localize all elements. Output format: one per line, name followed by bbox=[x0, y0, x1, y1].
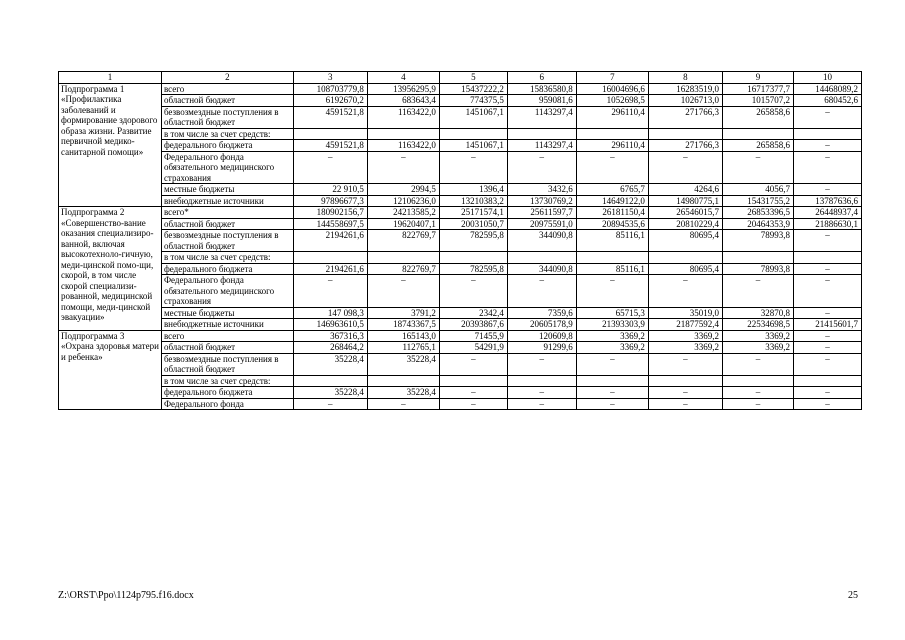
value-cell bbox=[507, 375, 576, 387]
value-cell: 146963610,5 bbox=[293, 319, 367, 331]
row-label-cell: местные бюджеты bbox=[161, 307, 293, 319]
value-cell: 20810229,4 bbox=[648, 218, 722, 230]
value-cell: 4591521,8 bbox=[293, 140, 367, 152]
value-cell: 1451067,1 bbox=[439, 106, 507, 128]
value-cell: 26181150,4 bbox=[576, 207, 648, 219]
value-cell: 18743367,5 bbox=[367, 319, 439, 331]
value-cell: – bbox=[722, 387, 793, 399]
value-cell bbox=[367, 375, 439, 387]
value-cell: 22 910,5 bbox=[293, 184, 367, 196]
value-cell: 21415601,7 bbox=[793, 319, 861, 331]
row-label-cell: Федерального фонда bbox=[161, 398, 293, 410]
value-cell: 71455,9 bbox=[439, 330, 507, 342]
value-cell: 91299,6 bbox=[507, 342, 576, 354]
value-cell: – bbox=[367, 398, 439, 410]
header-cell: 4 bbox=[367, 72, 439, 84]
table-row bbox=[59, 353, 862, 375]
value-cell: 265858,6 bbox=[722, 106, 793, 128]
table-row bbox=[59, 375, 862, 387]
table-row bbox=[59, 151, 862, 184]
value-cell: 35019,0 bbox=[648, 307, 722, 319]
value-cell: – bbox=[648, 353, 722, 375]
header-row bbox=[59, 72, 862, 84]
value-cell: 1052698,5 bbox=[576, 95, 648, 107]
row-label-cell: федерального бюджета bbox=[161, 140, 293, 152]
value-cell: – bbox=[367, 275, 439, 308]
row-label-cell: всего bbox=[161, 83, 293, 95]
value-cell bbox=[722, 375, 793, 387]
value-cell: – bbox=[793, 140, 861, 152]
value-cell: 6192670,2 bbox=[293, 95, 367, 107]
value-cell: 20031050,7 bbox=[439, 218, 507, 230]
row-label-cell: Федерального фонда обязательного медицинского страхования bbox=[161, 151, 293, 184]
value-cell: 20605178,9 bbox=[507, 319, 576, 331]
value-cell bbox=[439, 252, 507, 264]
value-cell: 78993,8 bbox=[722, 263, 793, 275]
value-cell: – bbox=[648, 275, 722, 308]
value-cell bbox=[576, 252, 648, 264]
table-row bbox=[59, 398, 862, 410]
value-cell bbox=[576, 128, 648, 140]
value-cell: 21877592,4 bbox=[648, 319, 722, 331]
value-cell: 85116,1 bbox=[576, 230, 648, 252]
value-cell: 4056,7 bbox=[722, 184, 793, 196]
value-cell: – bbox=[793, 342, 861, 354]
value-cell: 22534698,5 bbox=[722, 319, 793, 331]
header-cell: 3 bbox=[293, 72, 367, 84]
header-cell: 8 bbox=[648, 72, 722, 84]
value-cell: 3369,2 bbox=[576, 342, 648, 354]
value-cell: 782595,8 bbox=[439, 263, 507, 275]
value-cell: 2342,4 bbox=[439, 307, 507, 319]
value-cell: – bbox=[722, 151, 793, 184]
value-cell: 78993,8 bbox=[722, 230, 793, 252]
value-cell: 16283519,0 bbox=[648, 83, 722, 95]
value-cell: – bbox=[439, 387, 507, 399]
value-cell bbox=[367, 252, 439, 264]
row-label-cell: безвозмездные поступления в областной бюджет bbox=[161, 106, 293, 128]
value-cell: 680452,6 bbox=[793, 95, 861, 107]
value-cell: 296110,4 bbox=[576, 106, 648, 128]
value-cell: 13956295,9 bbox=[367, 83, 439, 95]
row-label-cell: внебюджетные источники bbox=[161, 319, 293, 331]
value-cell: – bbox=[507, 353, 576, 375]
value-cell: – bbox=[648, 151, 722, 184]
program-name-cell: Подпрограмма 3 «Охрана здоровья матери и ребенка» bbox=[59, 330, 162, 410]
value-cell: – bbox=[576, 387, 648, 399]
value-cell: 344090,8 bbox=[507, 230, 576, 252]
table-row bbox=[59, 83, 862, 95]
value-cell: – bbox=[793, 353, 861, 375]
value-cell: 13730769,2 bbox=[507, 195, 576, 207]
value-cell: 14649122,0 bbox=[576, 195, 648, 207]
value-cell: – bbox=[793, 263, 861, 275]
header-cell: 1 bbox=[59, 72, 162, 84]
table-row bbox=[59, 207, 862, 219]
value-cell: 16004696,6 bbox=[576, 83, 648, 95]
value-cell: – bbox=[293, 275, 367, 308]
table-row bbox=[59, 218, 862, 230]
row-label-cell: Федерального фонда обязательного медицинского страхования bbox=[161, 275, 293, 308]
row-label-cell: областной бюджет bbox=[161, 95, 293, 107]
row-label-cell: в том числе за счет средств: bbox=[161, 128, 293, 140]
value-cell: 782595,8 bbox=[439, 230, 507, 252]
row-label-cell: федерального бюджета bbox=[161, 263, 293, 275]
header-cell: 10 bbox=[793, 72, 861, 84]
value-cell: 15437222,2 bbox=[439, 83, 507, 95]
value-cell: – bbox=[648, 387, 722, 399]
value-cell bbox=[507, 252, 576, 264]
value-cell: 2194261,6 bbox=[293, 230, 367, 252]
value-cell: 144558697,5 bbox=[293, 218, 367, 230]
table-row bbox=[59, 342, 862, 354]
value-cell: 80695,4 bbox=[648, 230, 722, 252]
value-cell: 26448937,4 bbox=[793, 207, 861, 219]
value-cell: 3791,2 bbox=[367, 307, 439, 319]
value-cell bbox=[722, 128, 793, 140]
value-cell: – bbox=[793, 387, 861, 399]
value-cell bbox=[722, 252, 793, 264]
row-label-cell: областной бюджет bbox=[161, 218, 293, 230]
value-cell: – bbox=[793, 330, 861, 342]
value-cell: – bbox=[439, 151, 507, 184]
value-cell: – bbox=[793, 184, 861, 196]
value-cell bbox=[576, 375, 648, 387]
value-cell: 85116,1 bbox=[576, 263, 648, 275]
footer-page-number: 25 bbox=[848, 590, 858, 601]
value-cell: 2194261,6 bbox=[293, 263, 367, 275]
value-cell: – bbox=[507, 275, 576, 308]
value-cell: 7359,6 bbox=[507, 307, 576, 319]
header-cell: 5 bbox=[439, 72, 507, 84]
value-cell bbox=[439, 375, 507, 387]
value-cell: 265858,6 bbox=[722, 140, 793, 152]
value-cell: – bbox=[722, 398, 793, 410]
header-cell: 2 bbox=[161, 72, 293, 84]
value-cell: 3432,6 bbox=[507, 184, 576, 196]
program-name-cell: Подпрограмма 1 «Профилактика заболеваний и формирование здорового образа жизни. Развитие первичной медико-санитарной помощи» bbox=[59, 83, 162, 207]
value-cell: – bbox=[576, 398, 648, 410]
value-cell: 32870,8 bbox=[722, 307, 793, 319]
value-cell: 25171574,1 bbox=[439, 207, 507, 219]
value-cell bbox=[793, 375, 861, 387]
value-cell: 65715,3 bbox=[576, 307, 648, 319]
value-cell: 16717377,7 bbox=[722, 83, 793, 95]
value-cell: 180902156,7 bbox=[293, 207, 367, 219]
table-row bbox=[59, 230, 862, 252]
value-cell: 822769,7 bbox=[367, 263, 439, 275]
value-cell: 296110,4 bbox=[576, 140, 648, 152]
header-cell: 6 bbox=[507, 72, 576, 84]
table-row bbox=[59, 184, 862, 196]
value-cell: 367316,3 bbox=[293, 330, 367, 342]
value-cell bbox=[793, 128, 861, 140]
table-row bbox=[59, 387, 862, 399]
value-cell: 21886630,1 bbox=[793, 218, 861, 230]
row-label-cell: в том числе за счет средств: bbox=[161, 375, 293, 387]
value-cell bbox=[648, 252, 722, 264]
value-cell: 54291,9 bbox=[439, 342, 507, 354]
value-cell: – bbox=[439, 353, 507, 375]
value-cell: – bbox=[439, 275, 507, 308]
value-cell: 774375,5 bbox=[439, 95, 507, 107]
table-row bbox=[59, 140, 862, 152]
value-cell bbox=[648, 128, 722, 140]
value-cell: 1143297,4 bbox=[507, 140, 576, 152]
value-cell: 2994,5 bbox=[367, 184, 439, 196]
value-cell: 35228,4 bbox=[293, 387, 367, 399]
value-cell: 14980775,1 bbox=[648, 195, 722, 207]
row-label-cell: всего* bbox=[161, 207, 293, 219]
value-cell: 271766,3 bbox=[648, 106, 722, 128]
value-cell: – bbox=[722, 275, 793, 308]
value-cell: 80695,4 bbox=[648, 263, 722, 275]
row-label-cell: безвозмездные поступления в областной бюджет bbox=[161, 230, 293, 252]
value-cell bbox=[507, 128, 576, 140]
value-cell: – bbox=[793, 106, 861, 128]
value-cell: 13210383,2 bbox=[439, 195, 507, 207]
value-cell bbox=[793, 252, 861, 264]
value-cell: – bbox=[793, 151, 861, 184]
value-cell: – bbox=[576, 275, 648, 308]
row-label-cell: областной бюджет bbox=[161, 342, 293, 354]
table-row bbox=[59, 319, 862, 331]
value-cell: 14468089,2 bbox=[793, 83, 861, 95]
value-cell: 822769,7 bbox=[367, 230, 439, 252]
value-cell: 12106236,0 bbox=[367, 195, 439, 207]
value-cell: 35228,4 bbox=[293, 353, 367, 375]
value-cell: 26853396,5 bbox=[722, 207, 793, 219]
value-cell: 120609,8 bbox=[507, 330, 576, 342]
value-cell: 24213585,2 bbox=[367, 207, 439, 219]
value-cell: 3369,2 bbox=[576, 330, 648, 342]
value-cell: 1451067,1 bbox=[439, 140, 507, 152]
budget-table bbox=[58, 71, 862, 410]
value-cell: 1026713,0 bbox=[648, 95, 722, 107]
value-cell: 1163422,0 bbox=[367, 140, 439, 152]
value-cell bbox=[293, 128, 367, 140]
table-row bbox=[59, 106, 862, 128]
value-cell: 20975591,0 bbox=[507, 218, 576, 230]
table-row bbox=[59, 95, 862, 107]
value-cell: – bbox=[793, 307, 861, 319]
value-cell: 147 098,3 bbox=[293, 307, 367, 319]
value-cell bbox=[439, 128, 507, 140]
value-cell: – bbox=[367, 151, 439, 184]
value-cell: – bbox=[507, 151, 576, 184]
value-cell: 1143297,4 bbox=[507, 106, 576, 128]
value-cell: – bbox=[507, 387, 576, 399]
value-cell: 97896677,3 bbox=[293, 195, 367, 207]
row-label-cell: местные бюджеты bbox=[161, 184, 293, 196]
value-cell: 20464353,9 bbox=[722, 218, 793, 230]
value-cell: 20894535,6 bbox=[576, 218, 648, 230]
value-cell bbox=[367, 128, 439, 140]
value-cell: 165143,0 bbox=[367, 330, 439, 342]
header-cell: 7 bbox=[576, 72, 648, 84]
value-cell bbox=[293, 375, 367, 387]
value-cell: 1015707,2 bbox=[722, 95, 793, 107]
value-cell: 683643,4 bbox=[367, 95, 439, 107]
value-cell: 1163422,0 bbox=[367, 106, 439, 128]
row-label-cell: всего bbox=[161, 330, 293, 342]
value-cell: 3369,2 bbox=[722, 342, 793, 354]
value-cell: 20393867,6 bbox=[439, 319, 507, 331]
value-cell: 108703779,8 bbox=[293, 83, 367, 95]
row-label-cell: в том числе за счет средств: bbox=[161, 252, 293, 264]
value-cell: – bbox=[793, 398, 861, 410]
value-cell: – bbox=[293, 151, 367, 184]
value-cell: 26546015,7 bbox=[648, 207, 722, 219]
value-cell: 3369,2 bbox=[648, 330, 722, 342]
value-cell: – bbox=[507, 398, 576, 410]
value-cell: – bbox=[293, 398, 367, 410]
value-cell bbox=[293, 252, 367, 264]
footer-file-path: Z:\ORST\Ppo\1124p795.f16.docx bbox=[58, 590, 194, 601]
value-cell: 6765,7 bbox=[576, 184, 648, 196]
value-cell: 25611597,7 bbox=[507, 207, 576, 219]
table-row bbox=[59, 263, 862, 275]
row-label-cell: безвозмездные поступления в областной бюджет bbox=[161, 353, 293, 375]
value-cell: 35228,4 bbox=[367, 387, 439, 399]
value-cell bbox=[648, 375, 722, 387]
value-cell: – bbox=[439, 398, 507, 410]
value-cell: – bbox=[576, 353, 648, 375]
value-cell: 4264,6 bbox=[648, 184, 722, 196]
value-cell: 268464,2 bbox=[293, 342, 367, 354]
table-row bbox=[59, 330, 862, 342]
value-cell: 15431755,2 bbox=[722, 195, 793, 207]
value-cell: 13787636,6 bbox=[793, 195, 861, 207]
value-cell: 15836580,8 bbox=[507, 83, 576, 95]
value-cell: – bbox=[793, 230, 861, 252]
row-label-cell: федерального бюджета bbox=[161, 387, 293, 399]
value-cell: – bbox=[793, 275, 861, 308]
table-row bbox=[59, 307, 862, 319]
table-row bbox=[59, 195, 862, 207]
value-cell: – bbox=[648, 398, 722, 410]
program-name-cell: Подпрограмма 2 «Совершенство-вание оказания специализиро-ванной, включая высокотехноло-гичную, меди-цинской помо-щи, скорой, в том числе скорой специализи-рованной, медицинской помощи, меди-цинской эвакуации» bbox=[59, 207, 162, 331]
value-cell: – bbox=[722, 353, 793, 375]
table-row bbox=[59, 128, 862, 140]
value-cell: 271766,3 bbox=[648, 140, 722, 152]
table-row bbox=[59, 252, 862, 264]
value-cell: 3369,2 bbox=[722, 330, 793, 342]
value-cell: – bbox=[576, 151, 648, 184]
value-cell: 112765,1 bbox=[367, 342, 439, 354]
value-cell: 959081,6 bbox=[507, 95, 576, 107]
value-cell: 35228,4 bbox=[367, 353, 439, 375]
row-label-cell: внебюджетные источники bbox=[161, 195, 293, 207]
header-cell: 9 bbox=[722, 72, 793, 84]
value-cell: 3369,2 bbox=[648, 342, 722, 354]
value-cell: 21393303,9 bbox=[576, 319, 648, 331]
value-cell: 344090,8 bbox=[507, 263, 576, 275]
table-row bbox=[59, 275, 862, 308]
value-cell: 4591521,8 bbox=[293, 106, 367, 128]
value-cell: 19620407,1 bbox=[367, 218, 439, 230]
value-cell: 1396,4 bbox=[439, 184, 507, 196]
